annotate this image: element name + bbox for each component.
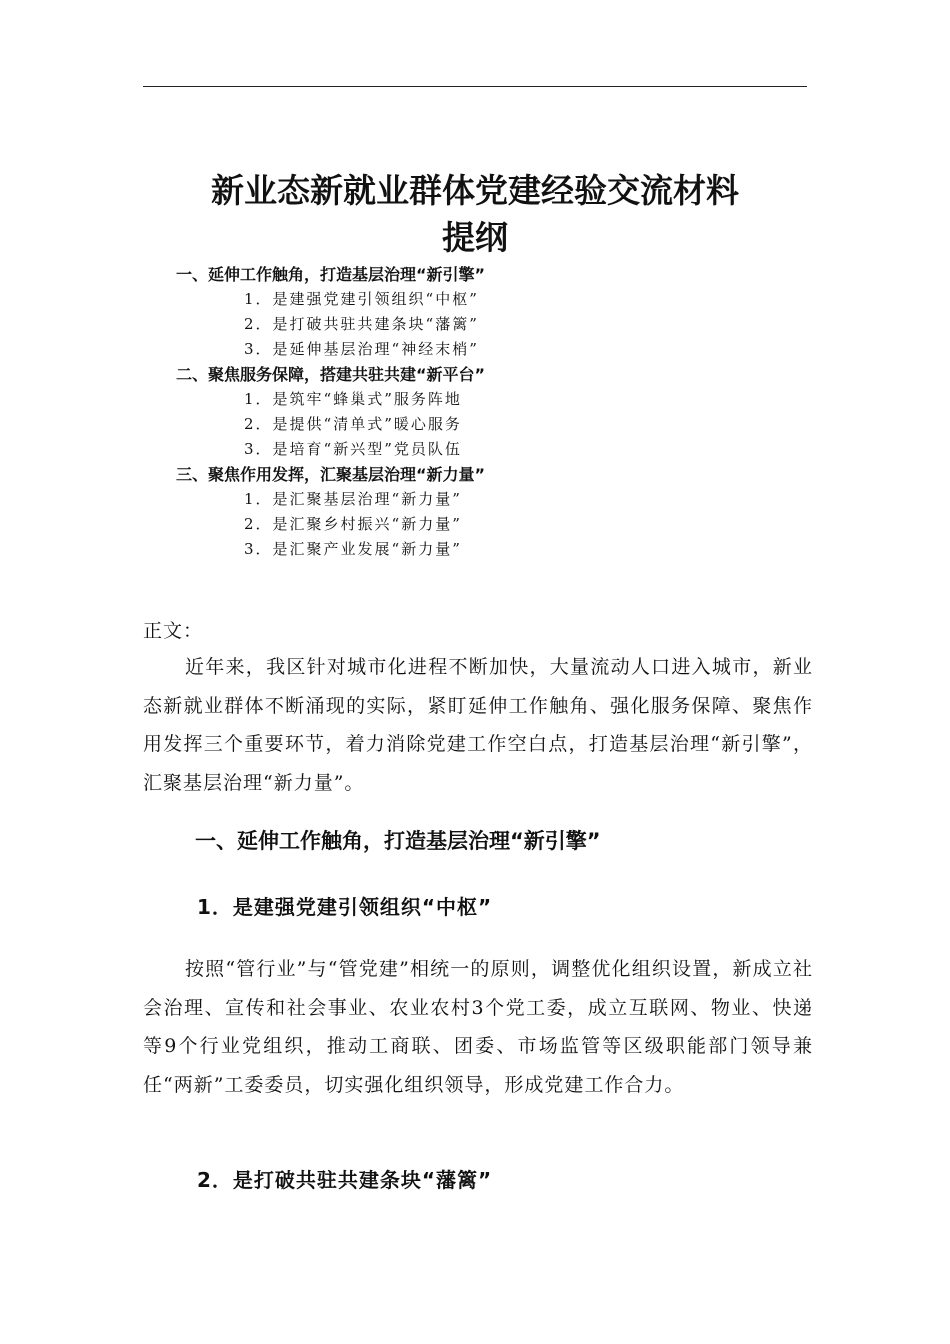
outline-item: 3．是培育“新兴型”党员队伍 [244, 440, 462, 458]
document-title: 新业态新就业群体党建经验交流材料 [211, 171, 739, 210]
document-subtitle: 提纲 [442, 218, 508, 257]
outline-item: 2．是打破共驻共建条块“藩篱” [244, 315, 479, 333]
outline-section-heading: 三、聚焦作用发挥，汇聚基层治理“新力量” [176, 465, 486, 484]
subsection-heading: 2．是打破共驻共建条块“藩篱” [197, 1168, 493, 1192]
subsection-heading: 1．是建强党建引领组织“中枢” [197, 895, 493, 919]
outline-item: 1．是建强党建引领组织“中枢” [244, 290, 479, 308]
outline [176, 262, 776, 562]
outline-section-heading: 二、聚焦服务保障，搭建共驻共建“新平台” [176, 365, 486, 384]
outline-item: 3．是汇聚产业发展“新力量” [244, 540, 462, 558]
outline-item: 3．是延伸基层治理“神经末梢” [244, 340, 479, 358]
outline-item: 2．是提供“清单式”暖心服务 [244, 415, 462, 433]
section-heading: 一、延伸工作触角，打造基层治理“新引擎” [195, 829, 601, 853]
intro-paragraph: 近年来，我区针对城市化进程不断加快，大量流动人口进入城市，新业态新就业群体不断涌现的实际，紧盯延伸工作触角、强化服务保障、聚焦作用发挥三个重要环节，着力消除党建工作空白点，打造基层治理“新引擎”，汇聚基层治理“新力量”。 [143, 656, 813, 794]
outline-item: 1．是汇聚基层治理“新力量” [244, 490, 462, 508]
outline-item: 1．是筑牢“蜂巢式”服务阵地 [244, 390, 462, 408]
body-paragraph: 按照“管行业”与“管党建”相统一的原则，调整优化组织设置，新成立社会治理、宣传和社会事业、农业农村3个党工委，成立互联网、物业、快递等9个行业党组织，推动工商联、团委、市场监管等区级职能部门领导兼任“两新”工委委员，切实强化组织领导，形成党建工作合力。 [143, 958, 813, 1096]
outline-item: 2．是汇聚乡村振兴“新力量” [244, 515, 462, 533]
body-label: 正文： [143, 620, 204, 642]
header-rule [143, 86, 807, 87]
outline-section-heading: 一、延伸工作触角，打造基层治理“新引擎” [176, 265, 486, 284]
